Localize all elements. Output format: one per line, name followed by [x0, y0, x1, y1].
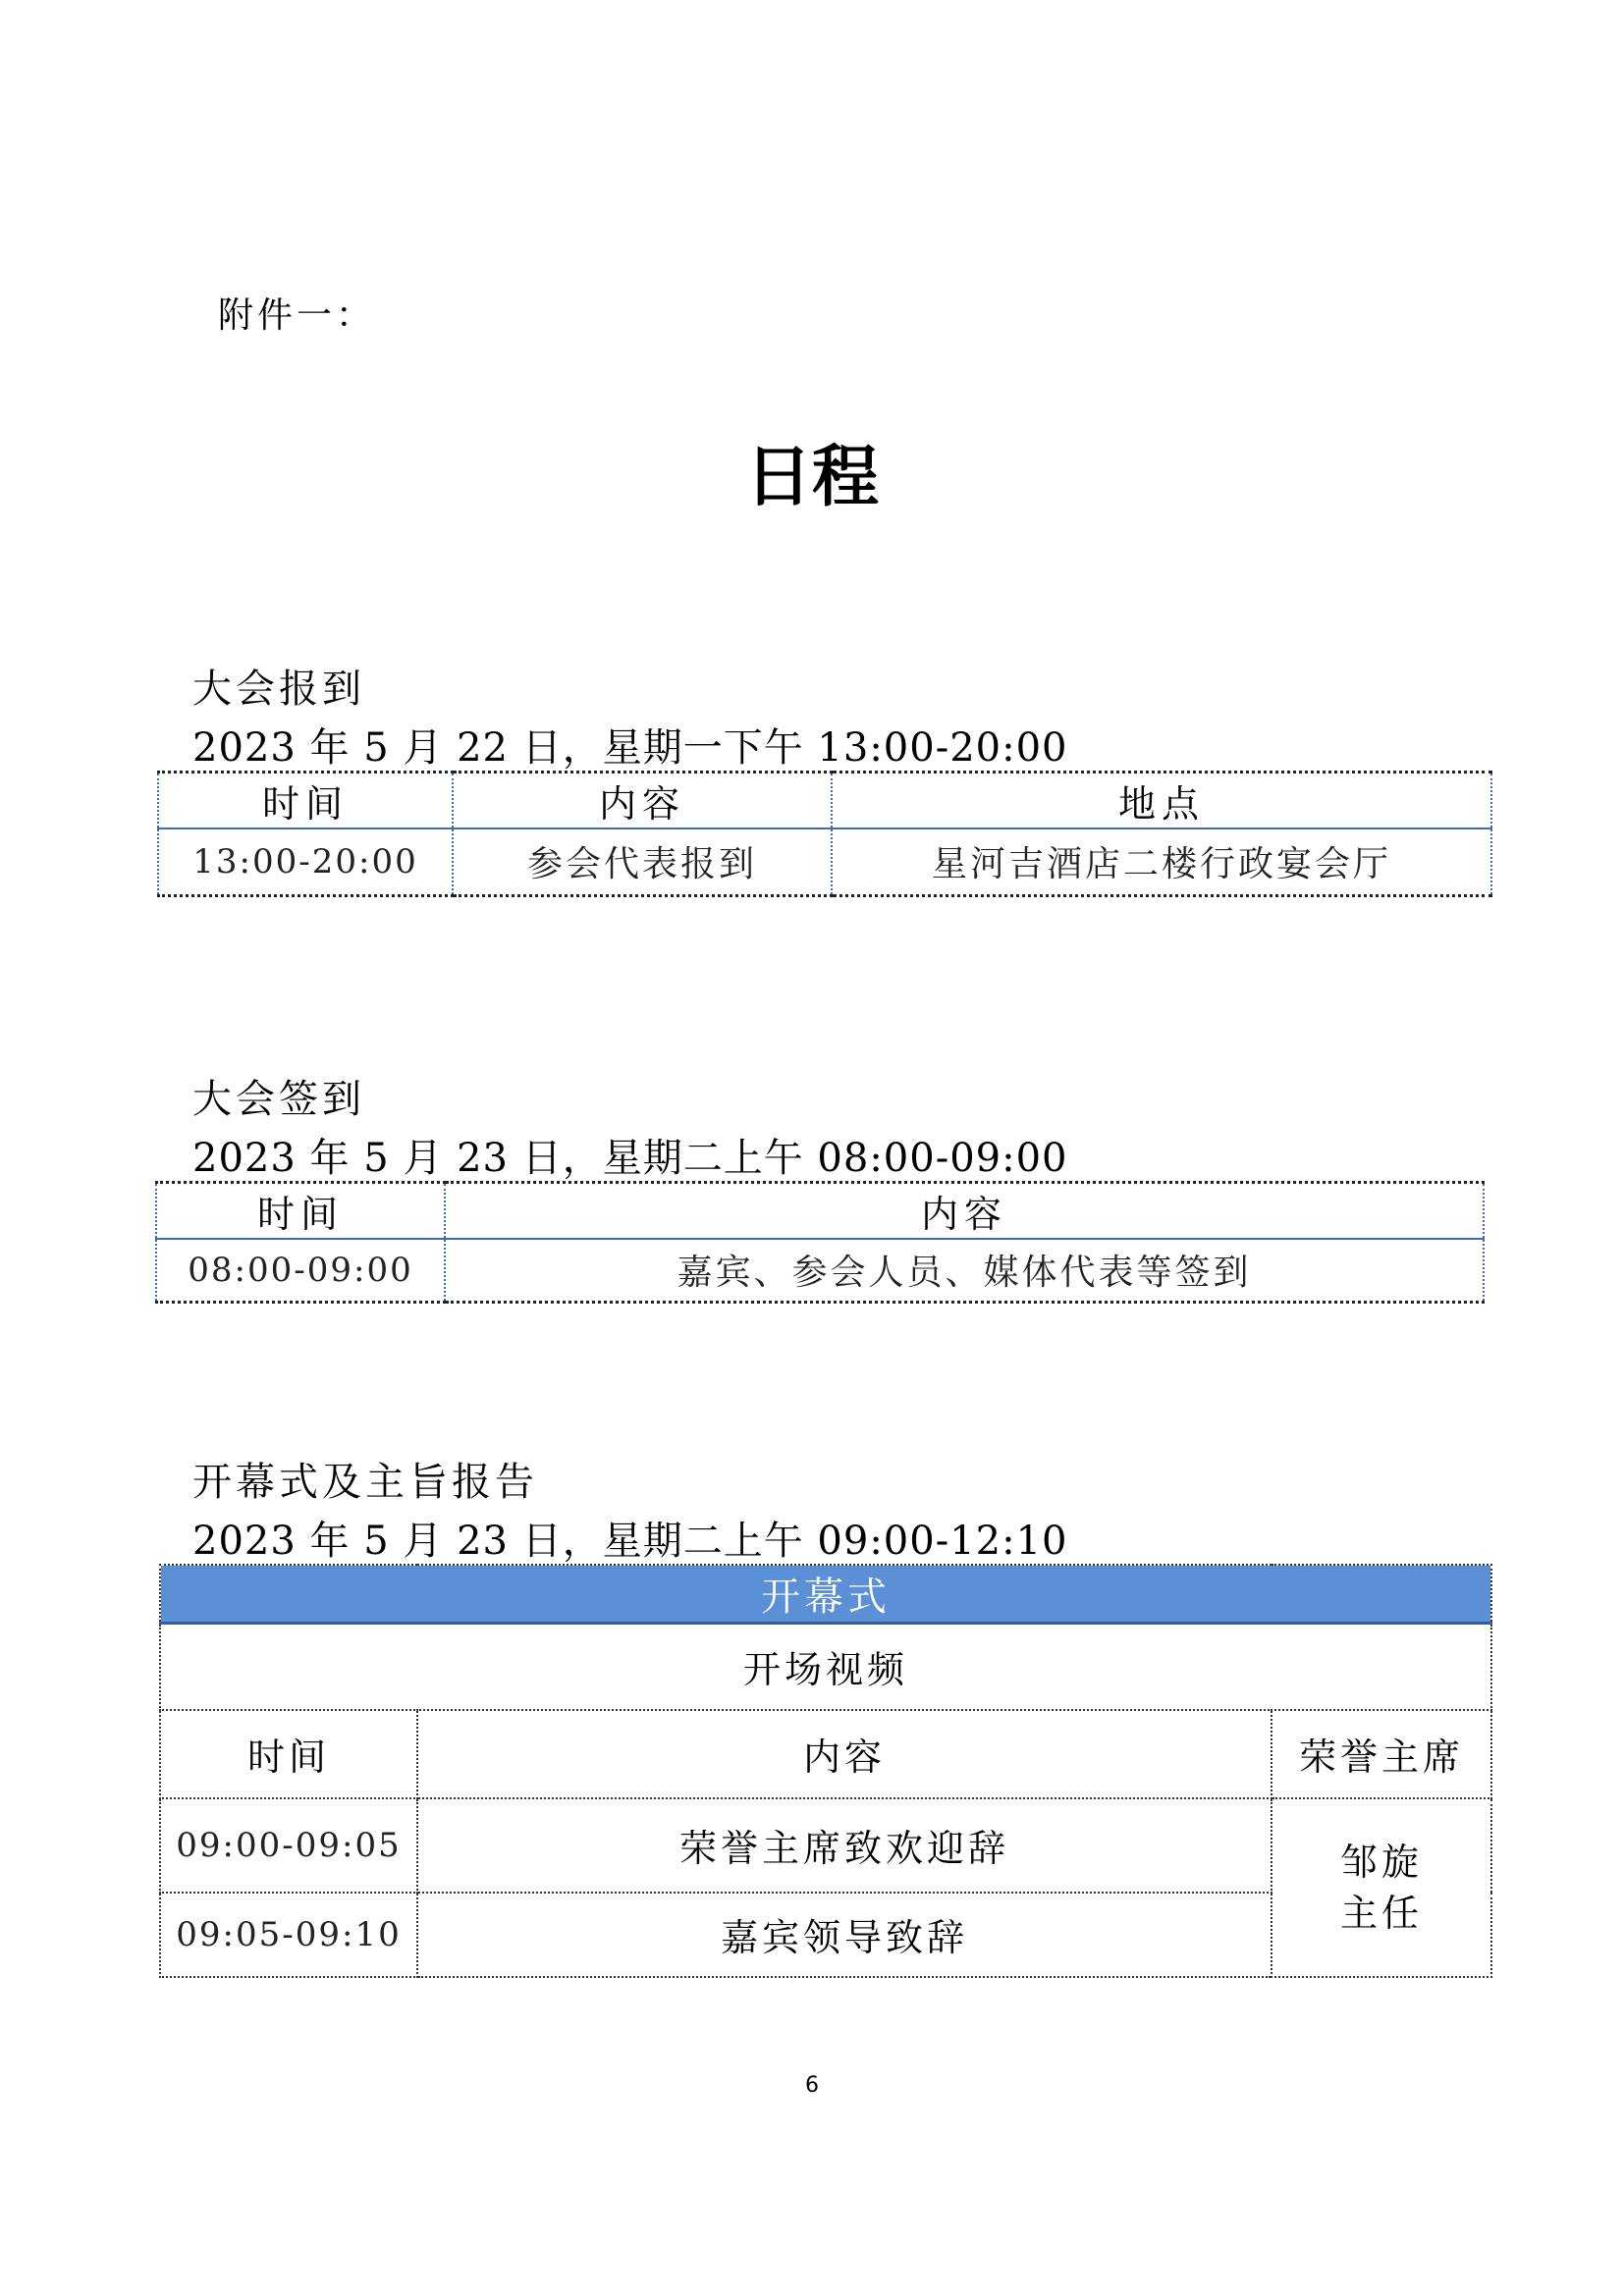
- time-cell: 13:00-20:00: [158, 828, 453, 895]
- time-cell: 09:00-09:05: [160, 1798, 417, 1893]
- location-cell: 星河吉酒店二楼行政宴会厅: [832, 828, 1491, 895]
- signin-table: [155, 1181, 1485, 1304]
- table-header: 时间: [158, 773, 453, 829]
- content-cell: 嘉宾领导致辞: [417, 1893, 1272, 1977]
- content-cell: 嘉宾、参会人员、媒体代表等签到: [445, 1239, 1484, 1302]
- table-header: 内容: [417, 1710, 1272, 1798]
- chair-name: 邹旋: [1340, 1840, 1424, 1884]
- content-cell: 参会代表报到: [453, 828, 832, 895]
- table-row: [160, 1798, 1491, 1893]
- content-cell: 荣誉主席致欢迎辞: [417, 1798, 1272, 1893]
- section-title-signin: 大会签到: [192, 1077, 365, 1122]
- table-header: 内容: [453, 773, 832, 829]
- chair-title: 主任: [1340, 1891, 1424, 1935]
- table-header: 荣誉主席: [1272, 1710, 1491, 1798]
- section-title-opening: 开幕式及主旨报告: [192, 1460, 538, 1505]
- page-title: 日程: [744, 439, 879, 516]
- time-cell: 09:05-09:10: [160, 1893, 417, 1977]
- opening-ceremony-table: [159, 1564, 1492, 1978]
- table-header: 时间: [156, 1183, 445, 1240]
- section-date-opening: 2023 年 5 月 23 日，星期二上午 09:00-12:10: [192, 1519, 1068, 1564]
- section-date-signin: 2023 年 5 月 23 日，星期二上午 08:00-09:00: [192, 1136, 1068, 1181]
- section-date-registration: 2023 年 5 月 22 日，星期一下午 13:00-20:00: [192, 725, 1068, 771]
- page-number: 6: [805, 2073, 819, 2098]
- table-row: [158, 828, 1491, 895]
- annex-label: 附件一：: [218, 295, 376, 336]
- table-header: 内容: [445, 1183, 1484, 1240]
- table-header: 地点: [832, 773, 1491, 829]
- honorary-chair-cell: [1272, 1798, 1491, 1977]
- section-title-registration: 大会报到: [192, 667, 365, 712]
- registration-table: [157, 771, 1492, 897]
- table-header: 时间: [160, 1710, 417, 1798]
- time-cell: 08:00-09:00: [156, 1239, 445, 1302]
- opening-video-row: 开场视频: [160, 1624, 1491, 1710]
- table-row: [156, 1239, 1484, 1302]
- banner-opening-ceremony: 开幕式: [160, 1565, 1491, 1624]
